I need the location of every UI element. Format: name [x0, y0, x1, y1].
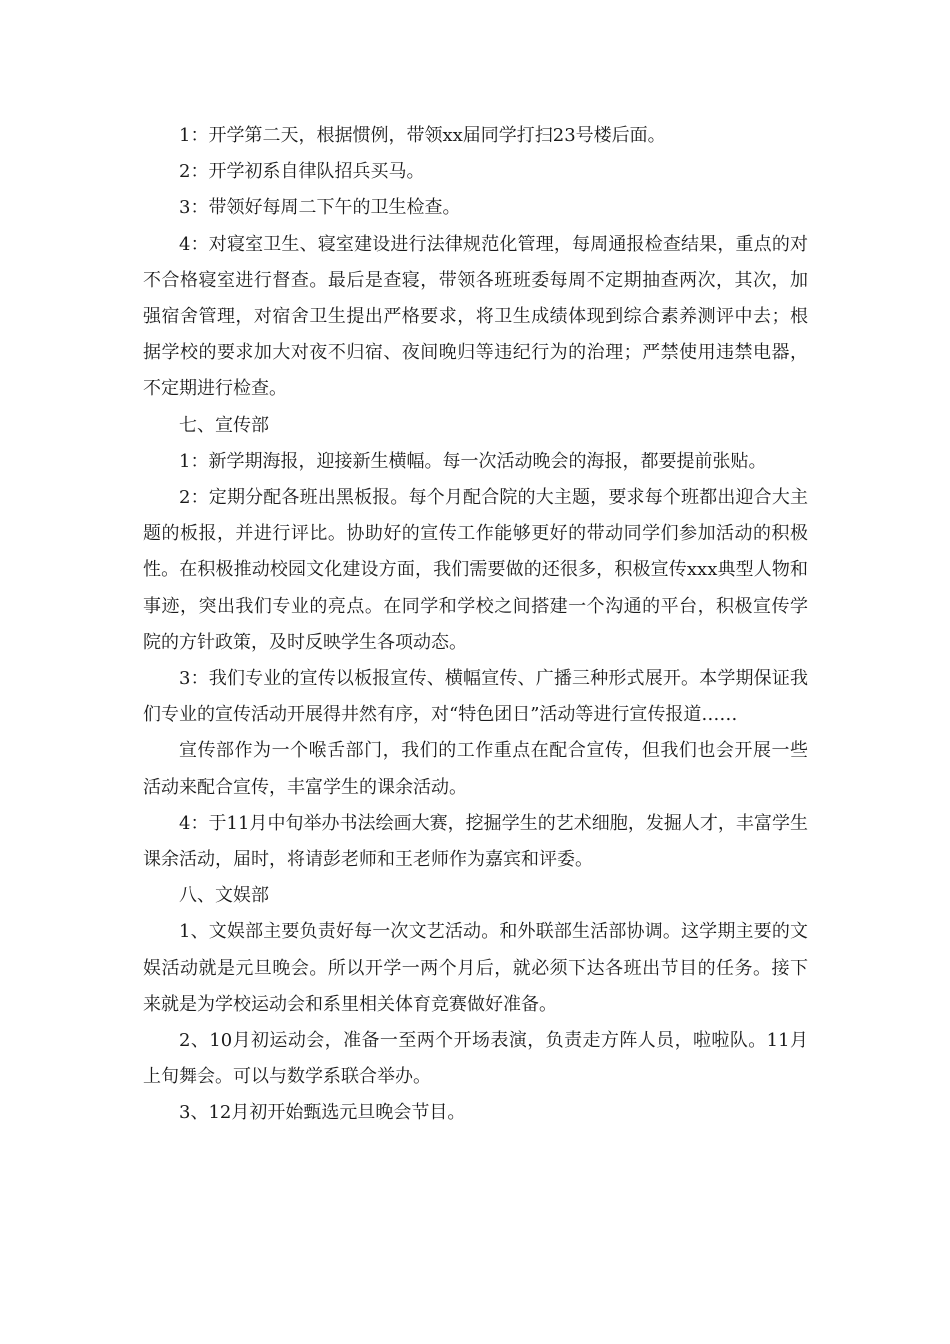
paragraph-publicity-1: 1：新学期海报，迎接新生横幅。每一次活动晚会的海报，都要提前张贴。 [179, 450, 767, 472]
paragraph-publicity-3: 3：我们专业的宣传以板报宣传、横幅宣传、广播三种形式展开。本学期保证我们专业的宣传活动开展得井然有序，对“特色团日”活动等进行宣传报道…… [143, 668, 808, 726]
paragraph-entertainment-2: 2、10月初运动会，准备一至两个开场表演，负责走方阵人员，啦啦队。11月上旬舞会。可以与数学系联合举办。 [143, 1030, 808, 1088]
paragraph-item-3: 3：带领好每周二下午的卫生检查。 [179, 197, 461, 219]
paragraph-item-1: 1：开学第二天，根据惯例，带领xx届同学打扫23号楼后面。 [179, 125, 666, 146]
paragraph-entertainment-3: 3、12月初开始甄选元旦晚会节目。 [179, 1102, 466, 1124]
document-page [143, 118, 808, 1132]
paragraph-entertainment-1: 1、文娱部主要负责好每一次文艺活动。和外联部生活部协调。这学期主要的文娱活动就是元旦晚会。所以开学一两个月后，就必须下达各班出节目的任务。接下来就是为学校运动会和系里相关体育竞赛做好准备。 [143, 921, 808, 1015]
section-heading-entertainment: 八、文娱部 [179, 885, 269, 907]
paragraph-publicity-summary: 宣传部作为一个喉舌部门，我们的工作重点在配合宣传，但我们也会开展一些活动来配合宣传，丰富学生的课余活动。 [143, 740, 808, 798]
paragraph-publicity-4: 4：于11月中旬举办书法绘画大赛，挖掘学生的艺术细胞，发掘人才，丰富学生课余活动，届时，将请彭老师和王老师作为嘉宾和评委。 [143, 812, 808, 871]
paragraph-item-4: 4：对寝室卫生、寝室建设进行法律规范化管理，每周通报检查结果，重点的对不合格寝室进行督查。最后是查寝，带领各班班委每周不定期抽查两次，其次，加强宿舍管理，对宿舍卫生提出严格要求，将卫生成绩体现到综合素养测评中去；根据学校的要求加大对夜不归宿、夜间晚归等违纪行为的治理；严禁使用违禁电器，不定期进行检查。 [143, 233, 808, 400]
section-heading-publicity: 七、宣传部 [179, 414, 269, 436]
paragraph-item-2: 2：开学初系自律队招兵买马。 [179, 161, 425, 183]
paragraph-publicity-2: 2：定期分配各班出黑板报。每个月配合院的大主题，要求每个班都出迎合大主题的板报，并进行评比。协助好的宣传工作能够更好的带动同学们参加活动的积极性。在积极推动校园文化建设方面，我们需要做的还很多，积极宣传xxx典型人物和事迹，突出我们专业的亮点。在同学和学校之间搭建一个沟通的平台，积极宣传学院的方针政策，及时反映学生各项动态。 [143, 487, 808, 653]
